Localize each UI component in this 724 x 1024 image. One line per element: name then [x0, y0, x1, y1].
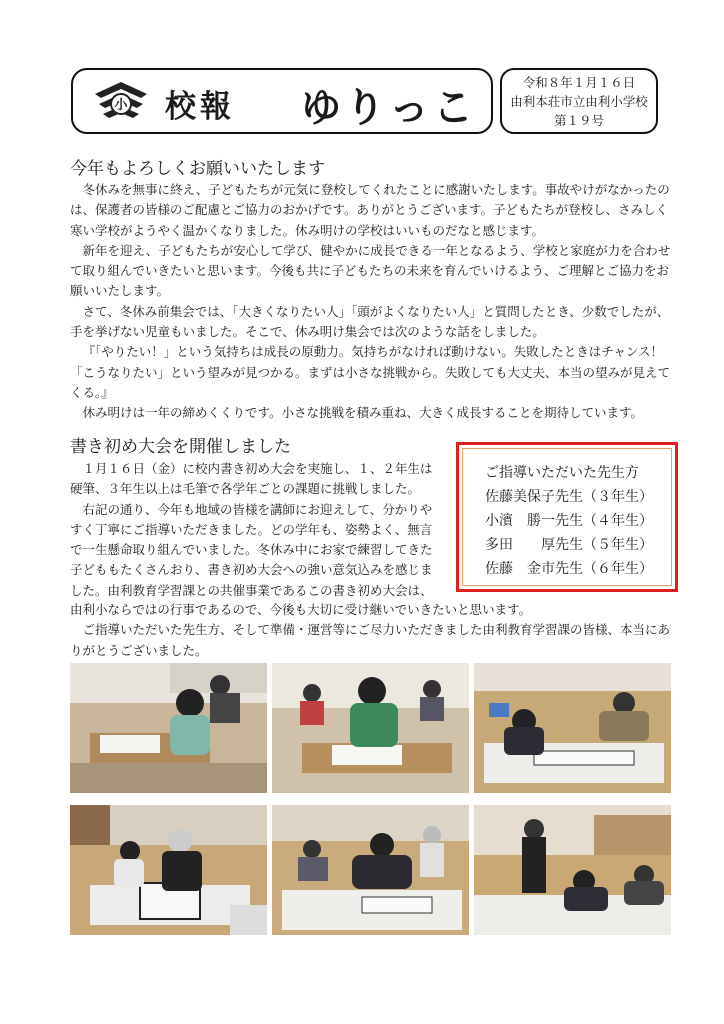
- paragraph: 『「やりたい！」という気持ちは成長の原動力。気持ちがなければ動けない。失敗したときはチャンス！「こうなりたい」という望みが見つかる。まずは小さな挑戦から。失敗しても大丈夫、本当の望みが見えてくる。』: [70, 344, 671, 400]
- teachers-box: [456, 442, 678, 592]
- section-2-body-left: [70, 459, 442, 601]
- paragraph: 新年を迎え、子どもたちが安心して学び、健やかに成長できる一年となるよう、学校と家庭が力を合わせて取り組んでいきたいと思います。今後も共に子どもたちの未来を育んでいけるよう、ご理解とご協力をお願いいたします。: [70, 242, 671, 299]
- paragraph: 由利小ならではの行事であるので、今後も大切に受け継いでいきたいと思います。: [70, 602, 532, 617]
- teacher-row: 多田 厚先生（５年生）: [485, 537, 653, 553]
- issue-info-box: [500, 68, 658, 134]
- school-emblem-icon: [93, 80, 149, 124]
- paragraph: 右記の通り、今年も地域の皆様を講師にお迎えして、分かりやすく丁寧にご指導いただきました。どの学年も、姿勢よく、無言で一生懸命取り組んでいました。冬休み中にお家で練習してきた子どももたくさんおり、書き初め大会への強い意気込みを感じました。由利教育学習課との共催事業であるこの書き初め大会は、: [70, 501, 433, 598]
- section-2-heading: 書き初め大会を開催しました: [70, 437, 291, 457]
- teacher-row: 佐藤 金市先生（６年生）: [485, 561, 653, 577]
- issue-number: 第１９号: [553, 113, 604, 128]
- svg-text:小: 小: [114, 98, 128, 113]
- teacher-row: 小濱 勝一先生（４年生）: [485, 513, 653, 529]
- section-2-body-full: [70, 600, 676, 661]
- paragraph: １月１６日（金）に校内書き初め大会を実施し、１、２年生は硬筆、３年生以上は毛筆で各学年ごとの課題に挑戦しました。: [70, 461, 433, 497]
- photo-classroom-pen-writing-1: [70, 663, 267, 793]
- paragraph: さて、冬休み前集会では、「大きくなりたい人」「頭がよくなりたい人」と質問したとき、少数でしたが、手を挙げない児童もいました。そこで、休み明け集会では次のような話をしました。: [70, 303, 670, 340]
- masthead-title-prefix: 校報: [165, 89, 235, 125]
- paragraph: 冬休みを無事に終え、子どもたちが元気に登校してくれたことに感謝いたします。事故やけがなかったのは、保護者の皆様のご配慮とご協力のおかげです。ありがとうございます。子どもたちが登校し、さみしく寒い学校がようやく温かくなりました。休み明けの学校はいいものだなと感じます。: [70, 182, 670, 238]
- photo-classroom-pen-writing-2: [272, 663, 469, 793]
- section-1-body: [70, 180, 676, 424]
- issue-date: 令和８年１月１６日: [522, 75, 636, 90]
- photo-brush-writing-floor-2: [70, 805, 267, 935]
- photo-brush-writing-floor-3: [272, 805, 469, 935]
- masthead: [71, 68, 493, 134]
- masthead-title: ゆりっこ: [301, 84, 477, 131]
- paragraph: ご指導いただいた先生方、そして準備・運営等にご尽力いただきました由利教育学習課の皆様、本当にありがとうございました。: [70, 622, 671, 658]
- photo-brush-writing-floor-1: [474, 663, 671, 793]
- teachers-title: ご指導いただいた先生方: [485, 465, 639, 481]
- school-name: 由利本荘市立由利小学校: [510, 94, 648, 109]
- photo-brush-writing-floor-4: [474, 805, 671, 935]
- teacher-row: 佐藤美保子先生（３年生）: [485, 489, 653, 505]
- section-1-heading: 今年もよろしくお願いいたします: [70, 159, 325, 179]
- paragraph: 休み明けは一年の締めくくりです。小さな挑戦を積み重ね、大きく成長することを期待しています。: [82, 405, 644, 421]
